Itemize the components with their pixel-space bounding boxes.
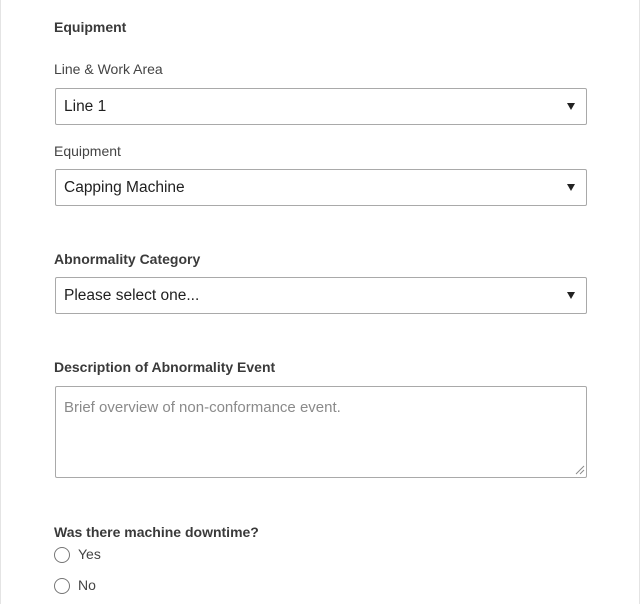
abnormality-category-select[interactable]: [55, 277, 587, 314]
description-textarea[interactable]: [55, 386, 587, 478]
radio-button-no[interactable]: [54, 578, 70, 594]
abnormality-category-value: Please select one...: [64, 287, 200, 304]
line-work-area-select[interactable]: [55, 88, 587, 125]
caret-down-icon: [567, 184, 575, 191]
caret-down-icon: [567, 103, 575, 110]
downtime-question: Was there machine downtime?: [54, 524, 259, 540]
line-work-area-value: Line 1: [64, 98, 107, 115]
abnormality-category-label: Abnormality Category: [54, 251, 201, 267]
radio-button-yes[interactable]: [54, 547, 70, 563]
radio-label-yes: Yes: [78, 546, 101, 562]
equipment-select[interactable]: [55, 169, 587, 206]
equipment-label: Equipment: [54, 143, 121, 159]
caret-down-icon: [567, 292, 575, 299]
equipment-value: Capping Machine: [64, 179, 185, 196]
section-title: Equipment: [54, 19, 127, 35]
description-label: Description of Abnormality Event: [54, 359, 276, 375]
line-work-area-label: Line & Work Area: [54, 61, 163, 77]
radio-label-no: No: [78, 577, 96, 593]
